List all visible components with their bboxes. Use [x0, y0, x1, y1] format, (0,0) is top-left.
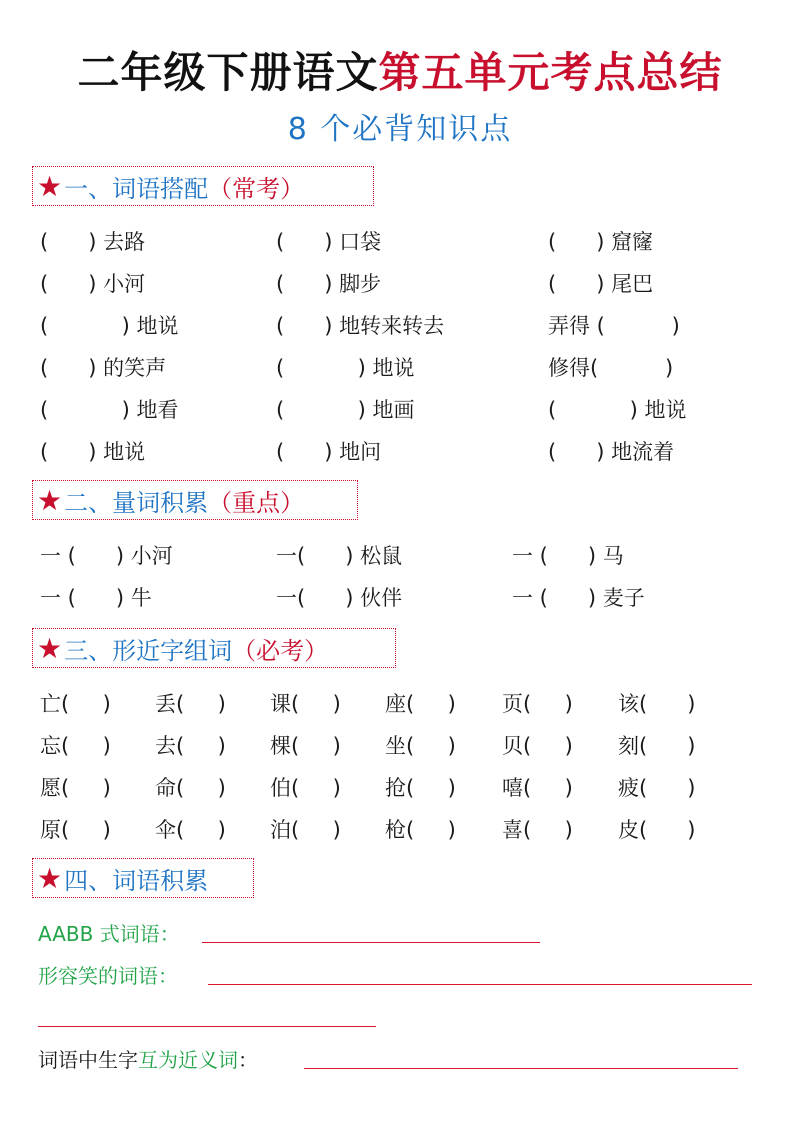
match-row — [0, 226, 800, 260]
similar-item: 疲( ) — [618, 776, 696, 800]
match-item: 修得( ) — [548, 356, 674, 380]
match-item: ( ) 小河 — [40, 272, 146, 296]
match-item: ( ) 地说 — [548, 398, 687, 422]
similar-item: 抢( ) — [385, 776, 456, 800]
similar-item: 枪( ) — [385, 818, 456, 842]
match-item: ( ) 地问 — [276, 440, 382, 464]
similar-item: 嘻( ) — [502, 776, 573, 800]
similar-item: 贝( ) — [502, 734, 573, 758]
match-item: ( ) 尾巴 — [548, 272, 654, 296]
similar-item: 坐( ) — [385, 734, 456, 758]
similar-row — [0, 730, 800, 764]
aabb-answer-line — [202, 942, 540, 943]
laugh-answer-line — [208, 984, 752, 985]
match-item: ( ) 地画 — [276, 398, 415, 422]
synonym-label-part1: 词语中生字 — [38, 1048, 138, 1072]
measure-row — [0, 540, 800, 574]
match-item: ( ) 地流着 — [548, 440, 675, 464]
measure-item: 一 ( ) 小河 — [40, 544, 173, 568]
similar-item: 丢( ) — [155, 692, 226, 716]
section-label: 一、词语搭配 — [64, 174, 209, 203]
measure-item: 一 ( ) 马 — [512, 544, 624, 568]
similar-item: 座( ) — [385, 692, 456, 716]
section-header-collocation — [32, 166, 374, 206]
synonym-label-part2: 互为近义词 — [138, 1048, 238, 1072]
section-header-vocabulary — [32, 858, 254, 898]
star-icon: ★ — [37, 861, 63, 895]
similar-item: 课( ) — [270, 692, 341, 716]
page-title — [0, 40, 800, 100]
match-row — [0, 268, 800, 302]
measure-item: 一( ) 松鼠 — [276, 544, 403, 568]
page-subtitle: 8 个必背知识点 — [287, 112, 513, 147]
match-row — [0, 394, 800, 428]
star-icon: ★ — [37, 631, 63, 665]
match-item: ( ) 地看 — [40, 398, 179, 422]
match-item: ( ) 窟窿 — [548, 230, 654, 254]
match-item: ( ) 去路 — [40, 230, 146, 254]
laugh-words-label: 形容笑的词语： — [38, 964, 178, 988]
synonym-answer-line — [304, 1068, 738, 1069]
similar-item: 该( ) — [618, 692, 696, 716]
section-label: 三、形近字组词 — [64, 636, 233, 665]
similar-item: 泊( ) — [270, 818, 341, 842]
section-tag: （必考） — [232, 636, 329, 665]
similar-item: 原( ) — [40, 818, 111, 842]
similar-row — [0, 772, 800, 806]
aabb-label: AABB 式词语： — [38, 922, 180, 946]
title-red-part: 第五单元考点总结 — [378, 48, 723, 97]
match-item: ( ) 地转来转去 — [276, 314, 445, 338]
section-label: 二、量词积累 — [64, 488, 209, 517]
match-item: ( ) 地说 — [276, 356, 415, 380]
section-tag: （重点） — [208, 488, 305, 517]
similar-item: 愿( ) — [40, 776, 111, 800]
laugh-answer-line-2 — [38, 1026, 376, 1027]
match-row — [0, 352, 800, 386]
similar-item: 亡( ) — [40, 692, 111, 716]
synonym-label — [38, 1044, 258, 1073]
star-icon: ★ — [37, 169, 63, 203]
measure-item: 一( ) 伙伴 — [276, 586, 403, 610]
similar-item: 页( ) — [502, 692, 573, 716]
similar-item: 棵( ) — [270, 734, 341, 758]
similar-item: 喜( ) — [502, 818, 573, 842]
similar-item: 忘( ) — [40, 734, 111, 758]
match-item: ( ) 的笑声 — [40, 356, 167, 380]
similar-item: 皮( ) — [618, 818, 696, 842]
measure-row — [0, 582, 800, 616]
similar-item: 命( ) — [155, 776, 226, 800]
star-icon: ★ — [37, 483, 63, 517]
section-label: 四、词语积累 — [64, 866, 209, 895]
similar-item: 伞( ) — [155, 818, 226, 842]
match-item: ( ) 地说 — [40, 314, 179, 338]
match-row — [0, 310, 800, 344]
similar-item: 刻( ) — [618, 734, 696, 758]
similar-item: 伯( ) — [270, 776, 341, 800]
match-item: ( ) 口袋 — [276, 230, 382, 254]
match-item: 弄得 ( ) — [548, 314, 680, 338]
section-tag: （常考） — [208, 174, 305, 203]
measure-item: 一 ( ) 牛 — [40, 586, 152, 610]
match-row — [0, 436, 800, 470]
similar-item: 去( ) — [155, 734, 226, 758]
section-header-measure-words — [32, 480, 358, 520]
match-item: ( ) 脚步 — [276, 272, 382, 296]
similar-row — [0, 688, 800, 722]
match-item: ( ) 地说 — [40, 440, 146, 464]
title-black-part: 二年级下册语文 — [77, 48, 379, 97]
measure-item: 一 ( ) 麦子 — [512, 586, 645, 610]
synonym-label-part3: ： — [238, 1048, 258, 1072]
similar-row — [0, 814, 800, 848]
section-header-similar-characters — [32, 628, 396, 668]
